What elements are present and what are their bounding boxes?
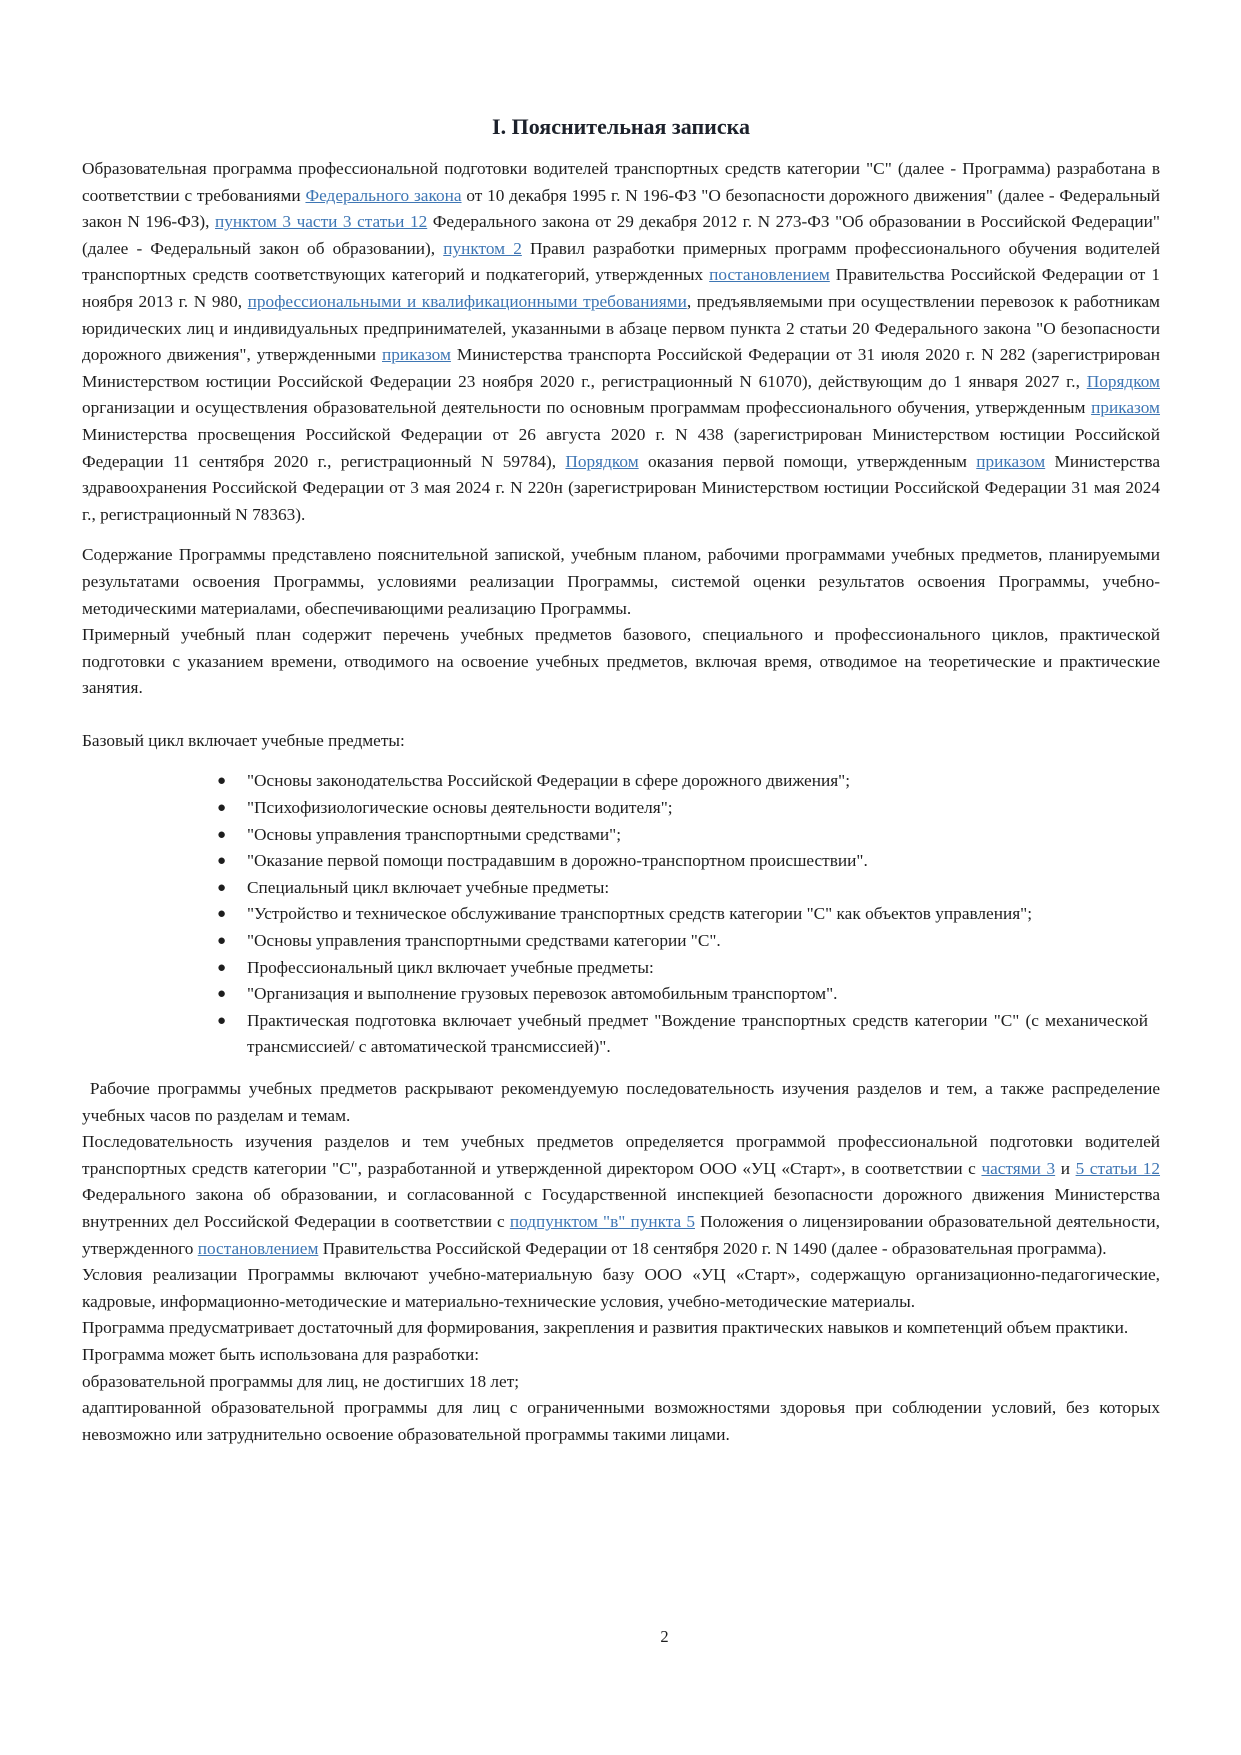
text-run: организации и осуществления образовательной деятельности по основным программам профессионального обучения, утвержденным <box>82 371 1165 418</box>
inline-link[interactable]: подпунктом "в" пункта 5 <box>509 1211 695 1231</box>
inline-link[interactable]: частями 3 <box>981 1158 1056 1178</box>
inline-link[interactable]: пунктом 2 <box>443 238 522 258</box>
list-item <box>217 955 1148 982</box>
inline-link[interactable]: Порядком <box>565 451 639 471</box>
list-item-text: "Устройство и техническое обслуживание транспортных средств категории "С" как объектов управления"; <box>247 904 1033 924</box>
text-run: Последовательность изучения разделов и тем учебных предметов определяется программой профессиональной подготовки водителей транспортных средств категории "С", разработанной и утвержденной директором ООО «УЦ «Старт», в соответствии с <box>82 1132 1165 1178</box>
inline-link[interactable]: пунктом 3 части 3 статьи 12 <box>215 212 428 232</box>
list-item-text: "Основы законодательства Российской Федерации в сфере дорожного движения"; <box>247 771 851 791</box>
text-run: Положения о лицензировании образовательной деятельности, утвержденного <box>82 1211 1165 1258</box>
list-item <box>217 928 1148 955</box>
page-number: 2 <box>660 1627 669 1646</box>
list-item-text: Практическая подготовка включает учебный предмет "Вождение транспортных средств категории "С" (с механической трансмиссией/ с автоматической трансмиссией)". <box>247 1010 1148 1057</box>
inline-link[interactable]: Федерального закона <box>305 185 462 205</box>
usage-minors-paragraph: образовательной программы для лиц, не достигших 18 лет; <box>82 1371 520 1391</box>
bullet-icon: ● <box>217 1012 227 1029</box>
bullet-icon: ● <box>217 853 227 870</box>
bullet-icon: ● <box>217 773 227 790</box>
conditions-paragraph: Условия реализации Программы включают учебно-материальную базу ООО «УЦ «Старт», содержащую организационно-педагогические, кадровые, информационно-методические и материально-технические условия, учебно-методические материалы. <box>82 1265 1165 1311</box>
text-run: Правительства Российской Федерации от 18 сентября 2020 г. N 1490 (далее - образовательная программа). <box>318 1238 1107 1258</box>
practice-paragraph: Программа предусматривает достаточный для формирования, закрепления и развития практических навыков и компетенций объем практики. <box>82 1318 1129 1338</box>
bullet-icon: ● <box>217 800 227 817</box>
bullet-icon: ● <box>217 933 227 950</box>
content-overview-paragraph: Содержание Программы представлено пояснительной запиской, учебным планом, рабочими программами учебных предметов, планируемыми результатами освоения Программы, условиями реализации Программы, системой оценки результатов освоения Программы, учебно-методическими материалами, обеспечивающими реализацию Программы. <box>82 545 1165 618</box>
sequence-paragraph <box>82 1129 1165 1262</box>
inline-link[interactable]: 5 статьи 12 <box>1075 1158 1161 1178</box>
text-run: Федерального закона об образовании, и согласованной с Государственной инспекцией безопасности дорожного движения Министерства внутренних дел Российской Федерации в соответствии с <box>82 1158 1165 1231</box>
list-item <box>217 848 1148 875</box>
list-item <box>217 768 1148 795</box>
list-item-text: Профессиональный цикл включает учебные предметы: <box>247 957 654 977</box>
usage-disabilities-paragraph: адаптированной образовательной программы для лиц с ограниченными возможностями здоровья при соблюдении условий, без которых невозможно или затруднительно освоение образовательной программы такими лицами. <box>82 1398 1165 1444</box>
list-item <box>217 795 1148 822</box>
inline-link[interactable]: профессиональными и квалификационными требованиями <box>247 291 687 311</box>
list-item-text: "Основы управления транспортными средствами категории "С". <box>247 931 721 951</box>
bullet-icon: ● <box>217 986 227 1003</box>
curriculum-plan-paragraph: Примерный учебный план содержит перечень учебных предметов базового, специального и профессионального циклов, практической подготовки с указанием времени, отводимого на освоение учебных предметов, включая время, отводимое на теоретические и практические занятия. <box>82 625 1165 698</box>
bullet-icon: ● <box>217 906 227 923</box>
list-item <box>217 822 1148 849</box>
text-run: Федерального закона от 29 декабря 2012 г. N 273-ФЗ "Об образовании в Российской Федерации" (далее - Федеральный закон об образовании), <box>82 212 1165 258</box>
subject-list <box>217 768 1148 1061</box>
text-run: Министерства здравоохранения Российской Федерации от 3 мая 2024 г. N 220н (зарегистрирован Министерством юстиции Российской Федерации 31 мая 2024 г., регистрационный N 78363). <box>82 451 1165 524</box>
inline-link[interactable]: постановлением <box>197 1238 319 1258</box>
list-item <box>217 981 1148 1008</box>
text-run: Министерства транспорта Российской Федерации от 31 июля 2020 г. N 282 (зарегистрирован Министерством юстиции Российской Федерации 23 ноября 2020 г., регистрационный N 61070), действующим до 1 января 2027 г., <box>82 345 1165 391</box>
text-run: , предъявляемыми при осуществлении перевозок к работникам юридических лиц и индивидуальных предпринимателей, указанными в абзаце первом пункта 2 статьи 20 Федерального закона "О безопасности дорожного движения", утвержденными <box>82 291 1165 365</box>
text-run: от 10 декабря 1995 г. N 196-ФЗ "О безопасности дорожного движения" (далее - Федеральный закон N 196-ФЗ), <box>82 185 1165 232</box>
page-title: I. Пояснительная записка <box>492 114 750 139</box>
inline-link[interactable]: приказом <box>976 451 1046 471</box>
list-item-text: "Организация и выполнение грузовых перевозок автомобильным транспортом". <box>247 984 838 1004</box>
text-run: и <box>1055 1158 1076 1178</box>
list-item <box>217 875 1148 902</box>
usage-intro-paragraph: Программа может быть использована для разработки: <box>82 1344 480 1364</box>
text-run: Образовательная программа профессиональной подготовки водителей транспортных средств категории "С" (далее - Программа) разработана в соответствии с требованиями <box>82 159 1165 205</box>
inline-link[interactable]: Порядком <box>1086 371 1160 391</box>
inline-link[interactable]: приказом <box>1091 398 1160 418</box>
bullet-icon: ● <box>217 826 227 843</box>
text-run: Правил разработки примерных программ профессионального обучения водителей транспортных средств соответствующих категорий и подкатегорий, утвержденных <box>82 238 1165 285</box>
text-run: оказания первой помощи, утвержденным <box>638 451 977 471</box>
work-programs-paragraph: Рабочие программы учебных предметов раскрывают рекомендуемую последовательность изучения разделов и тем, а также распределение учебных часов по разделам и темам. <box>82 1079 1165 1125</box>
inline-link[interactable]: постановлением <box>709 265 830 285</box>
list-item-text: "Оказание первой помощи пострадавшим в дорожно-транспортном происшествии". <box>247 851 868 871</box>
list-item-text: "Основы управления транспортными средствами"; <box>247 824 621 844</box>
inline-link[interactable]: приказом <box>382 345 451 365</box>
text-run: Министерства просвещения Российской Федерации от 26 августа 2020 г. N 438 (зарегистрирован Министерством юстиции Российской Федерации 11 сентября 2020 г., регистрационный N 59784), <box>82 398 1165 471</box>
base-cycle-heading: Базовый цикл включает учебные предметы: <box>82 730 405 750</box>
list-item <box>217 1008 1148 1061</box>
bullet-icon: ● <box>217 879 227 896</box>
list-item-text: Специальный цикл включает учебные предметы: <box>247 877 610 897</box>
bullet-icon: ● <box>217 959 227 976</box>
intro-paragraph <box>82 156 1165 528</box>
text-run: Правительства Российской Федерации от 1 ноября 2013 г. N 980, <box>82 265 1165 311</box>
list-item <box>217 901 1148 928</box>
list-item-text: "Психофизиологические основы деятельности водителя"; <box>247 798 673 818</box>
